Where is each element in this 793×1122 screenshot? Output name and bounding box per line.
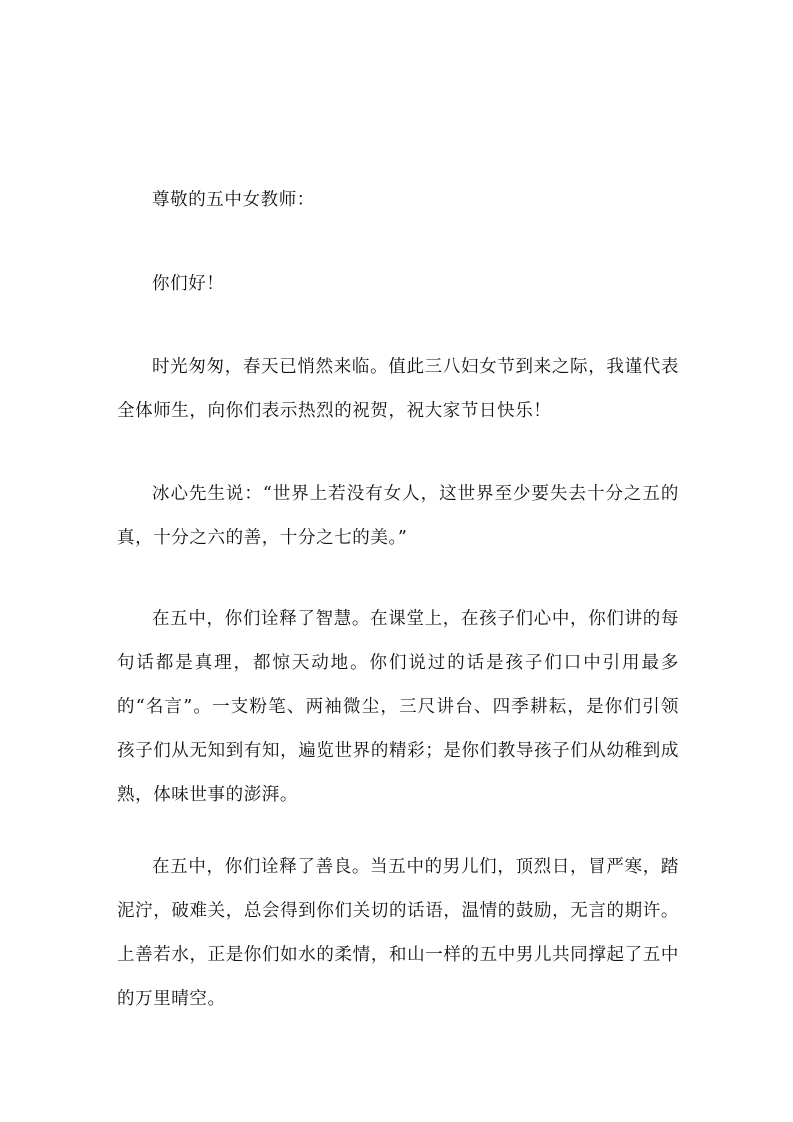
letter-salutation: 尊敬的五中女教师： [152, 190, 315, 210]
paragraph-kindness: 在五中，你们诠释了善良。当五中的男儿们，顶烈日，冒严寒，踏泥泞，破难关，总会得到你们关切的话语，温情的鼓励，无言的期许。上善若水，正是你们如水的柔情，和山一样的五中男儿共同撑起了五中的万里晴空。 [117, 857, 679, 1009]
paragraph-opening: 时光匆匆，春天已悄然来临。值此三八妇女节到来之际，我谨代表全体师生，向你们表示热烈的祝贺，祝大家节日快乐！ [117, 357, 679, 421]
letter-greeting: 你们好！ [152, 274, 225, 294]
paragraph-wisdom: 在五中，你们诠释了智慧。在课堂上，在孩子们心中，你们讲的每句话都是真理，都惊天动地。你们说过的话是孩子们口中引用最多的“名言”。一支粉笔、两袖微尘，三尺讲台、四季耕耘，是你们引领孩子们从无知到有知，遍览世界的精彩；是你们教导孩子们从幼稚到成熟，体味世事的澎湃。 [117, 609, 679, 805]
paragraph-quote: 冰心先生说：“世界上若没有女人，这世界至少要失去十分之五的真，十分之六的善，十分之七的美。” [117, 484, 679, 548]
